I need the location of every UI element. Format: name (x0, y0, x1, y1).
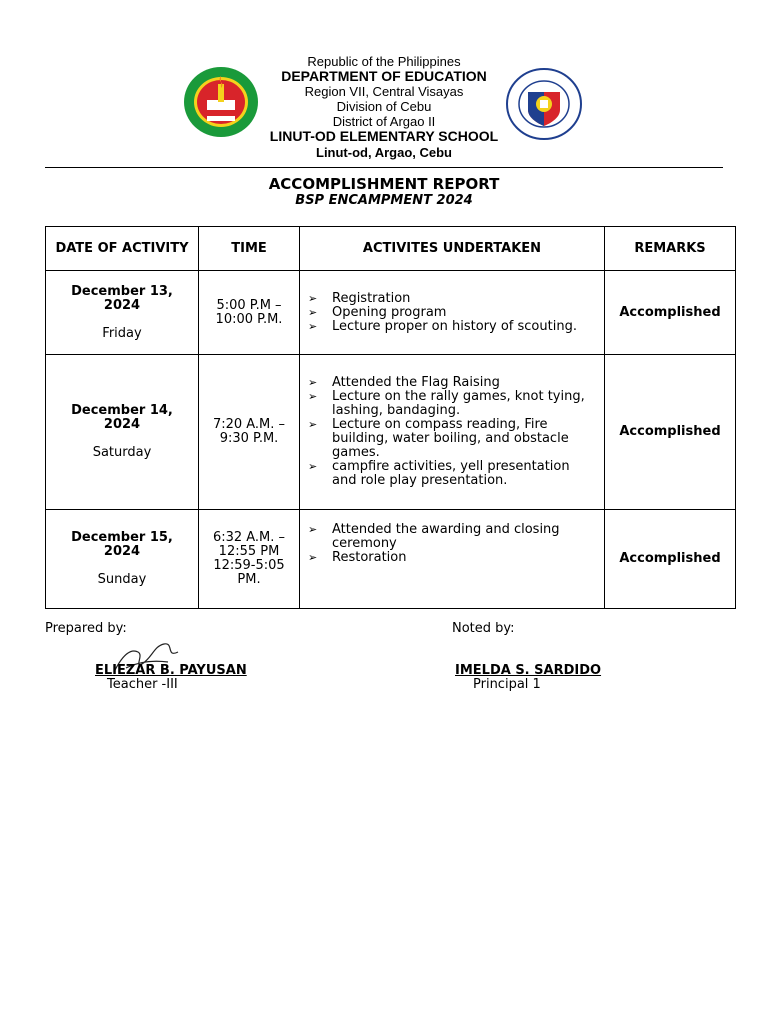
noted-by-name: IMELDA S. SARDIDO (455, 663, 602, 678)
noted-by-title: Principal 1 (473, 677, 541, 692)
time-cell: 6:32 A.M. – 12:55 PM 12:59-5:05 PM. (199, 510, 300, 609)
report-subtitle: BSP ENCAMPMENT 2024 (295, 193, 473, 208)
header-remarks: REMARKS (605, 227, 736, 271)
prepared-by-name: ELIEZAR B. PAYUSAN (95, 663, 247, 678)
header-school: LINUT-OD ELEMENTARY SCHOOL (269, 128, 499, 144)
activities-cell (300, 355, 605, 510)
remarks-cell: Accomplished (605, 355, 736, 510)
date-cell (46, 355, 199, 510)
day-text: Sunday (97, 572, 147, 587)
header-republic: Republic of the Philippines (307, 54, 461, 69)
accomplishment-table (45, 226, 736, 609)
activity-item: ➢ Lecture proper on history of scouting. (332, 320, 598, 334)
activity-item: ➢ Attended the Flag Raising (332, 376, 598, 390)
time-cell: 5:00 P.M – 10:00 P.M. (199, 271, 300, 355)
date-text: December 14, 2024 (71, 403, 173, 432)
header-district: District of Argao II (332, 114, 436, 129)
header-address: Linut-od, Argao, Cebu (316, 145, 452, 160)
day-text: Saturday (92, 445, 152, 460)
header-divider (45, 167, 723, 168)
remarks-cell: Accomplished (605, 271, 736, 355)
header-activities: ACTIVITES UNDERTAKEN (300, 227, 605, 271)
header-division: Division of Cebu (336, 99, 432, 114)
header-date: DATE OF ACTIVITY (46, 227, 199, 271)
table-row (46, 510, 736, 609)
remarks-cell: Accomplished (605, 510, 736, 609)
activity-item: ➢ Lecture on the rally games, knot tying, lashing, bandaging. (332, 390, 598, 418)
school-seal-logo (183, 66, 259, 138)
activities-cell (300, 510, 605, 609)
date-cell (46, 510, 199, 609)
report-title: ACCOMPLISHMENT REPORT (268, 175, 500, 193)
date-text: December 15, 2024 (71, 530, 173, 559)
activity-item: ➢ Attended the awarding and closing ceremony (332, 523, 598, 551)
activity-item: ➢ Lecture on compass reading, Fire building, water boiling, and obstacle games. (332, 418, 598, 460)
header-region: Region VII, Central Visayas (304, 84, 464, 99)
deped-seal-logo (506, 68, 582, 140)
activity-item: ➢ Restoration (332, 551, 598, 565)
noted-by-label: Noted by: (452, 621, 515, 636)
time-cell: 7:20 A.M. – 9:30 P.M. (199, 355, 300, 510)
prepared-by-title: Teacher -III (107, 677, 178, 692)
header-time: TIME (199, 227, 300, 271)
activity-item: ➢ Registration (332, 292, 598, 306)
table-row (46, 355, 736, 510)
table-header-row (46, 227, 736, 271)
activity-item: ➢ Opening program (332, 306, 598, 320)
date-cell (46, 271, 199, 355)
table-row (46, 271, 736, 355)
activity-item: ➢ campfire activities, yell presentation and role play presentation. (332, 460, 598, 488)
date-text: December 13, 2024 (71, 283, 173, 313)
prepared-by-label: Prepared by: (45, 621, 127, 636)
day-text: Friday (102, 325, 142, 341)
activities-cell (300, 271, 605, 355)
header-department: DEPARTMENT OF EDUCATION (281, 68, 487, 84)
